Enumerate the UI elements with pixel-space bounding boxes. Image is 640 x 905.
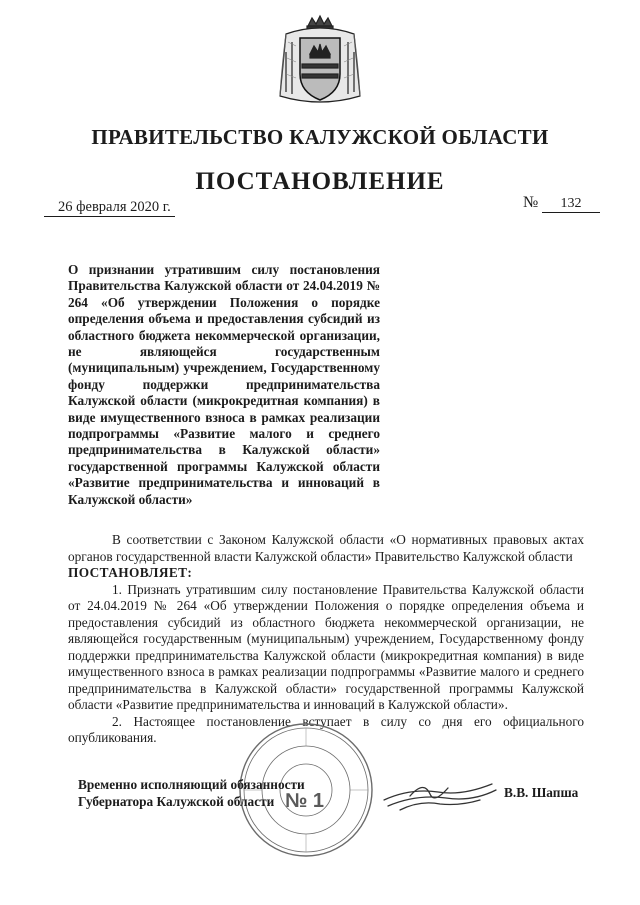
preamble-paragraph [68, 532, 584, 565]
number-label: № [523, 194, 539, 211]
coat-of-arms-emblem [272, 12, 368, 112]
handwritten-signature [380, 770, 500, 820]
document-number-block [523, 194, 600, 213]
item-2-paragraph: 2. Настоящее постановление вступает в силу со дня его официального опубликования. [68, 713, 584, 745]
document-date: 26 февраля 2020 г. [44, 199, 175, 217]
item-1-paragraph: 1. Признать утратившим силу постановление Правительства Калужской области от 24.04.2019 № 264 «Об утверждении Положения о порядке определения объема и предоставления субсидий из областного бюджета некоммерческой организации, не являющейся государственным (муниципальным) учреждением, Государственному фонду поддержки предпринимательства Калужской области (микрокредитная компания) в виде имущественного взноса в рамках реализации подпрограммы «Развитие малого и среднего предпринимательства в Калужской области» государственной программы Калужской области «Развитие предпринимательства и инноваций в Калужской области». [68, 581, 584, 712]
preamble-text: В соответствии с Законом Калужской области «О нормативных правовых актах органов государственной власти Калужской области» Правительство Калужской области [68, 532, 584, 564]
decree-word: ПОСТАНОВЛЯЕТ: [68, 565, 193, 580]
signatory-position-line-1: Временно исполняющий обязанности [78, 777, 305, 792]
seal-number: № 1 [285, 790, 324, 812]
document-type-heading: ПОСТАНОВЛЕНИЕ [195, 168, 445, 195]
document-body [68, 532, 584, 747]
document-subject: О признании утратившим силу постановления Правительства Калужской области от 24.04.2019 № 264 «Об утверждении Положения о порядке определения объема и предоставления субсидий из областного бюджета некоммерческой организации, не являющейся государственным (муниципальным) учреждением, Государственному фонду поддержки предпринимательства Калужской области (микрокредитная компания) в виде имущественного взноса в рамках реализации подпрограммы «Развитие малого и среднего предпринимательства в Калужской области» государственной программы Калужской области «Развитие предпринимательства и инноваций в Калужской области» [68, 262, 380, 507]
signatory-position-line-2: Губернатора Калужской области [78, 794, 275, 809]
signatory-name: В.В. Шапша [504, 785, 579, 800]
government-title: ПРАВИТЕЛЬСТВО КАЛУЖСКОЙ ОБЛАСТИ [91, 125, 549, 149]
signatory-position [78, 776, 305, 810]
document-number: 132 [542, 196, 600, 213]
